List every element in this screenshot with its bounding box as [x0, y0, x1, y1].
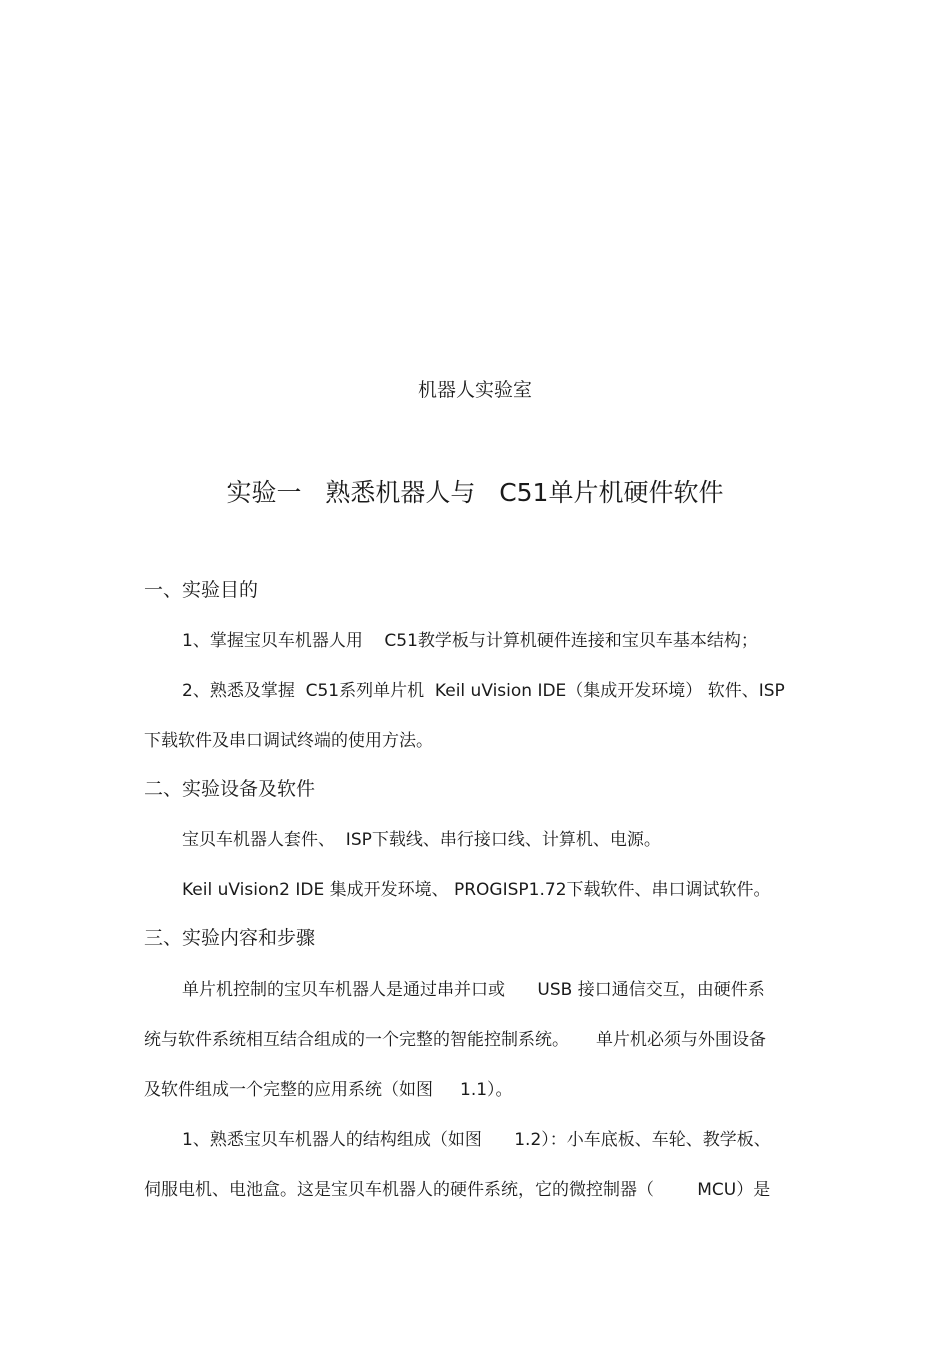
content-para-1-line-2: 统与软件系统相互结合组成的一个完整的智能控制系统。 单片机必须与外围设备: [144, 1030, 767, 1050]
content-para-2-line-2: 伺服电机、电池盒。这是宝贝车机器人的硬件系统，它的微控制器（ MCU）是: [144, 1180, 771, 1200]
section-heading-content: 三、实验内容和步骤: [144, 927, 316, 949]
purpose-item-2-line-2: 下载软件及串口调试终端的使用方法。: [144, 731, 433, 751]
purpose-item-1: 1、掌握宝贝车机器人用 C51教学板与计算机硬件连接和宝贝车基本结构；: [182, 631, 758, 651]
content-para-1-line-1: 单片机控制的宝贝车机器人是通过串并口或 USB 接口通信交互，由硬件系: [182, 980, 765, 1000]
section-heading-equipment: 二、实验设备及软件: [144, 778, 316, 800]
lab-name: 机器人实验室: [417, 379, 532, 401]
equipment-line-1: 宝贝车机器人套件、 ISP下载线、串行接口线、计算机、电源。: [182, 830, 661, 850]
content-para-2-line-1: 1、熟悉宝贝车机器人的结构组成（如图 1.2）：小车底板、车轮、教学板、: [182, 1130, 771, 1150]
section-heading-purpose: 一、实验目的: [144, 579, 259, 601]
content-para-1-line-3: 及软件组成一个完整的应用系统（如图 1.1）。: [144, 1080, 513, 1100]
equipment-line-2: Keil uVision2 IDE 集成开发环境、 PROGISP1.72下载软件、串口调试软件。: [182, 880, 771, 900]
experiment-title: 实验一 熟悉机器人与 C51单片机硬件软件: [226, 478, 724, 507]
purpose-item-2-line-1: 2、熟悉及掌握 C51系列单片机 Keil uVision IDE（集成开发环境） 软件、ISP: [182, 681, 785, 701]
